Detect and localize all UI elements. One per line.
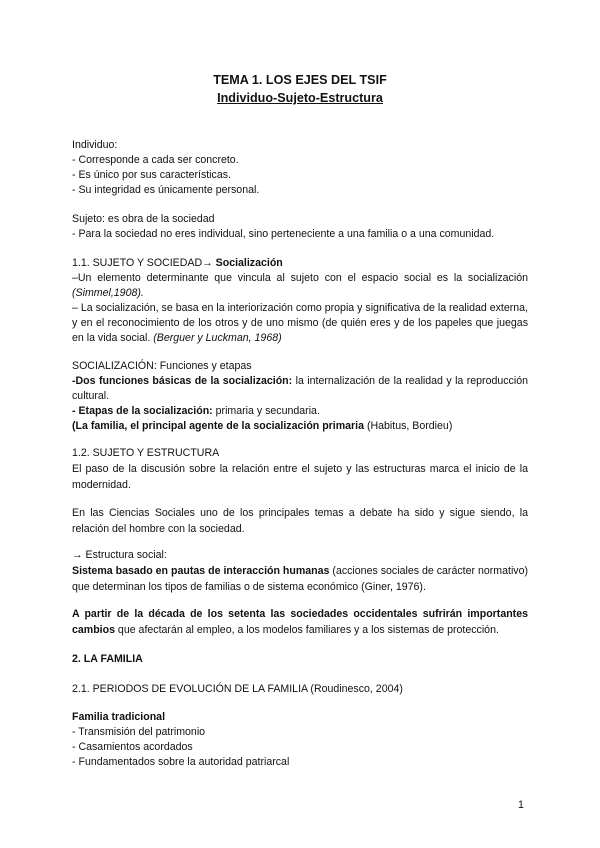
list-item: - Transmisión del patrimonio (72, 726, 206, 738)
socializacion-section (72, 359, 528, 434)
list-item: - Fundamentados sobre la autoridad patriarcal (72, 756, 290, 768)
paragraph: - Etapas de la socialización: primaria y secundaria. (72, 405, 320, 417)
section-heading: SOCIALIZACIÓN: Funciones y etapas (72, 360, 252, 372)
sujeto-line: - Para la sociedad no eres individual, sino perteneciente a una familia o a una comunidad. (72, 228, 495, 240)
paragraph: – La socialización, se basa en la interiorización como propia y significativa de la realidad externa, y en el reconocimiento de los otros y de uno mismo (de quién eres y de los papeles que juegas en la vida social. (Berguer y Luckman, 1968) (72, 302, 528, 344)
paragraph: En las Ciencias Sociales uno de los principales temas a debate ha sido y sigue siendo, la relación del hombre con la sociedad. (72, 507, 528, 535)
estructura-section (72, 548, 528, 595)
section-heading: 2. LA FAMILIA (72, 653, 143, 665)
list-item: - Su integridad es únicamente personal. (72, 184, 260, 196)
page-number: 1 (518, 799, 524, 811)
familia-sub-block (72, 682, 528, 697)
list-item: - Corresponde a cada ser concreto. (72, 154, 239, 166)
individuo-heading: Individuo: (72, 139, 118, 151)
section-heading: 1.2. SUJETO Y ESTRUCTURA (72, 447, 220, 459)
paragraph: Sistema basado en pautas de interacción humanas (acciones sociales de carácter normativo) que determinan los tipos de familias o de sistema económico (Giner, 1976). (72, 565, 529, 593)
sujeto-section (72, 212, 528, 242)
sujeto-line: Sujeto: es obra de la sociedad (72, 213, 215, 225)
paragraph: El paso de la discusión sobre la relación entre el sujeto y las estructuras marca el inicio de la modernidad. (72, 463, 528, 491)
list-item: - Casamientos acordados (72, 741, 193, 753)
paragraph: -Dos funciones básicas de la socialización: la internalización de la realidad y la reproducción cultural. (72, 375, 528, 402)
section-1-1 (72, 256, 528, 346)
paragraph: A partir de la década de los setenta las sociedades occidentales sufrirán importantes cambios que afectarán al empleo, a los modelos familiares y a los sistemas de protección. (72, 608, 528, 636)
section-1-2-paragraph (72, 505, 528, 537)
individuo-section (72, 138, 528, 198)
document-title: TEMA 1. LOS EJES DEL TSIF (213, 73, 387, 87)
familia-heading-block (72, 652, 528, 667)
document-subtitle: Individuo-Sujeto-Estructura (217, 91, 383, 105)
paragraph: –Un elemento determinante que vincula al sujeto con el espacio social es la socialización (Simmel,1908). (72, 272, 528, 299)
section-heading: → Estructura social: (72, 549, 167, 561)
section-subheading: 2.1. PERIODOS DE EVOLUCIÓN DE LA FAMILIA (Roudinesco, 2004) (72, 683, 403, 695)
section-1-2 (72, 446, 528, 493)
section-heading: 1.1. SUJETO Y SOCIEDAD→ Socialización (72, 257, 283, 269)
decada-section (72, 606, 528, 638)
familia-tradicional-section (72, 710, 528, 770)
section-heading: Familia tradicional (72, 711, 166, 723)
paragraph: (La familia, el principal agente de la socialización primaria (Habitus, Bordieu) (72, 420, 453, 432)
list-item: - Es único por sus características. (72, 169, 231, 181)
